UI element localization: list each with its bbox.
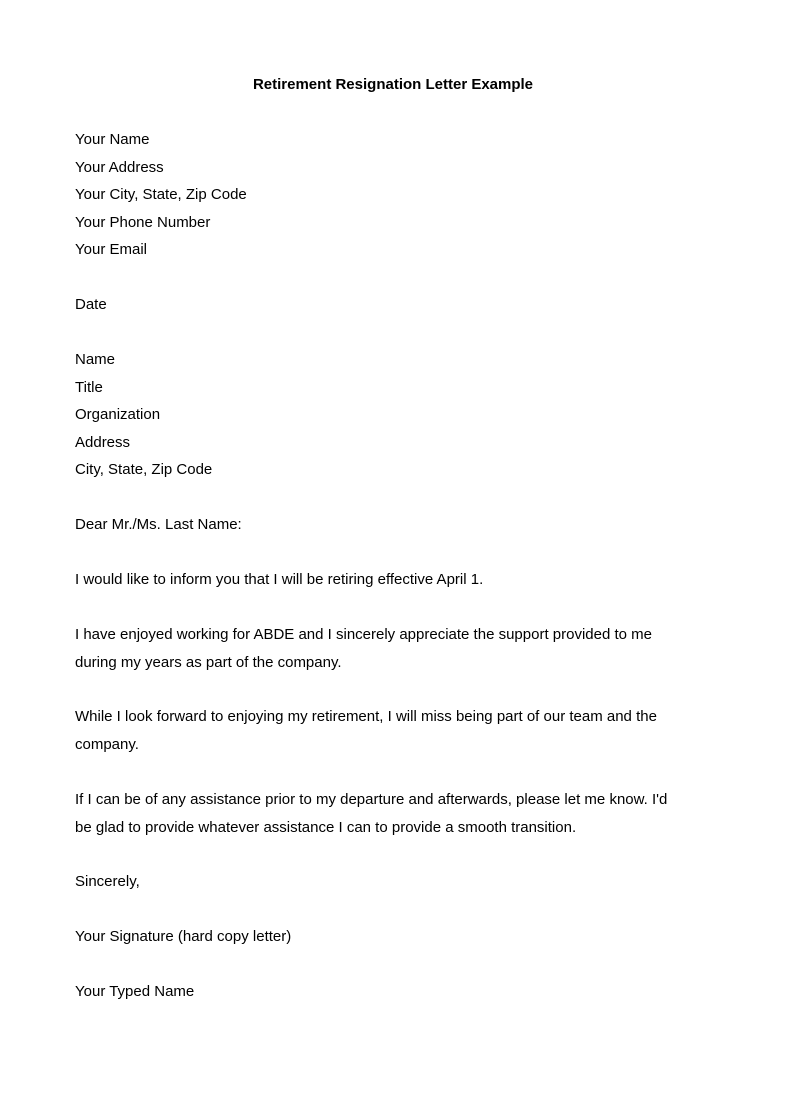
paragraph-text: [75, 621, 725, 676]
letter-date: Date: [75, 296, 107, 313]
recipient-address: Address: [75, 433, 131, 451]
recipient-city-state-zip: City, State, Zip Code: [75, 461, 213, 478]
date-block: [75, 291, 725, 319]
sender-block: [75, 126, 725, 264]
paragraph-4: [75, 786, 725, 841]
recipient-block: [75, 346, 725, 484]
sender-address: Your Address: [75, 158, 164, 176]
recipient-organization: Organization: [75, 406, 161, 423]
salutation: Dear Mr./Ms. Last Name:: [75, 516, 242, 533]
sender-name: Your Name: [75, 131, 150, 148]
sender-city-state-zip: Your City, State, Zip Code: [75, 186, 247, 203]
paragraph-line: While I look forward to enjoying my retirement, I will miss being part of our team and the: [75, 708, 657, 725]
salutation-block: [75, 511, 725, 539]
paragraph-line: be glad to provide whatever assistance I can to provide a smooth transition.: [75, 818, 577, 836]
paragraph-text: [75, 786, 725, 841]
paragraph-line: I would like to inform you that I will be retiring effective April 1.: [75, 571, 484, 588]
signature-block: [75, 923, 725, 951]
closing-block: [75, 868, 725, 896]
paragraph-text: [75, 703, 725, 758]
recipient-title: Title: [75, 378, 103, 396]
page-title: Retirement Resignation Letter Example: [252, 76, 534, 93]
paragraph-line: company.: [75, 735, 139, 753]
paragraph-line: I have enjoyed working for ABDE and I sincerely appreciate the support provided to me: [75, 626, 652, 643]
sender-email: Your Email: [75, 241, 147, 258]
paragraph-1: [75, 566, 725, 594]
paragraph-text: [75, 566, 725, 594]
sender-phone: Your Phone Number: [75, 213, 211, 231]
paragraph-3: [75, 703, 725, 758]
typed-name-block: [75, 978, 725, 1006]
signature: Your Signature (hard copy letter): [75, 928, 292, 945]
typed-name: Your Typed Name: [75, 983, 195, 1000]
recipient-name: Name: [75, 351, 116, 368]
paragraph-line: If I can be of any assistance prior to my departure and afterwards, please let me know. I'd: [75, 791, 668, 808]
paragraph-2: [75, 621, 725, 676]
paragraph-line: during my years as part of the company.: [75, 653, 342, 671]
closing: Sincerely,: [75, 873, 140, 890]
